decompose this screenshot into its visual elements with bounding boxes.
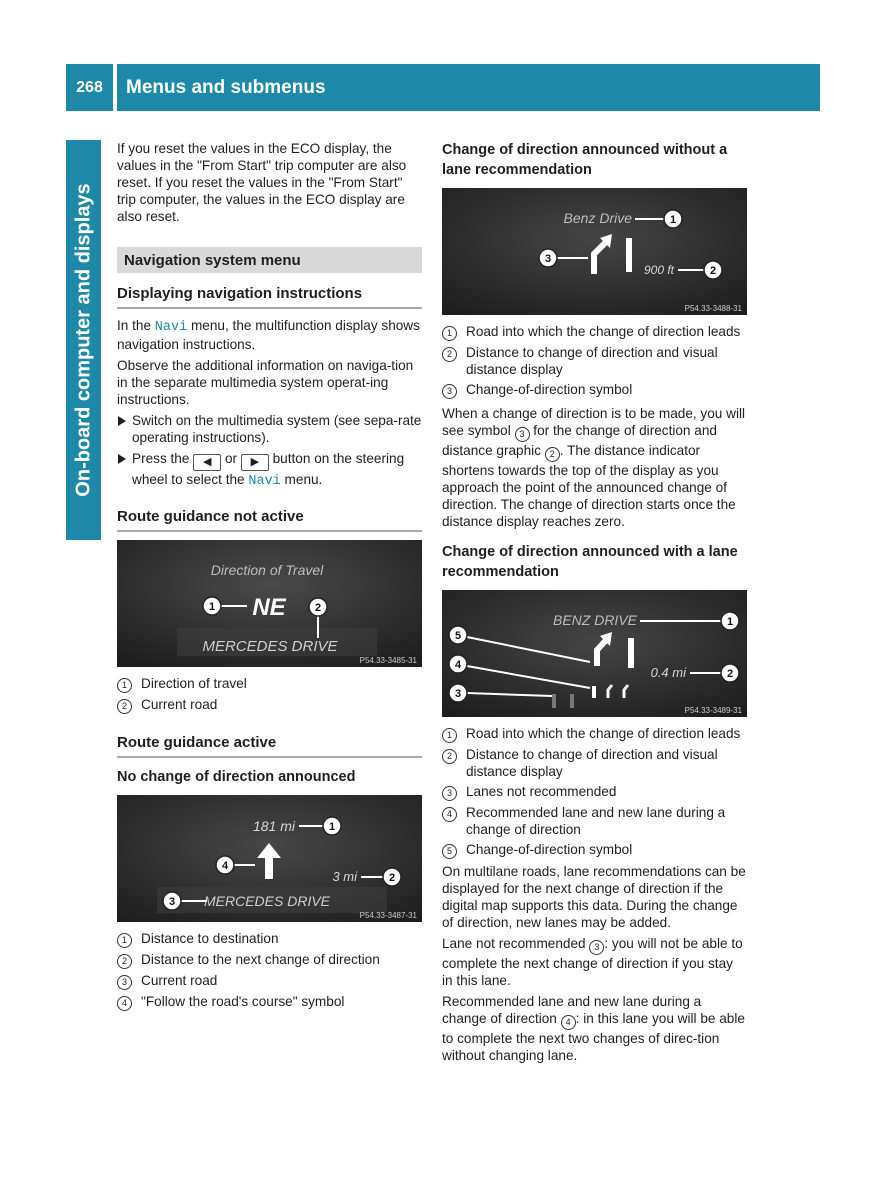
legend-text: Current road (141, 973, 218, 988)
svg-text:3: 3 (454, 688, 462, 700)
step-text: menu. (280, 472, 323, 487)
page-header (66, 64, 820, 111)
text-fragment: : you will not be able to complete the next change of direction if you stay in this lane. (442, 936, 743, 988)
inline-reference-number: 4 (561, 1015, 576, 1030)
legend-number: 1 (442, 326, 457, 341)
svg-text:2: 2 (726, 668, 734, 680)
distance-bar (628, 638, 634, 668)
display-image-with-lane (442, 590, 747, 717)
legend-number: 1 (442, 728, 457, 743)
left-column (117, 140, 422, 1014)
svg-text:2: 2 (388, 872, 396, 884)
legend-number: 1 (117, 933, 132, 948)
legend-item (117, 696, 422, 714)
text-fragment: Recommended lane and new lane during a change of direction (442, 994, 702, 1026)
lane-marker-not-recommended (552, 694, 556, 708)
text-fragment: When a change of direction is to be made, you will see symbol (442, 406, 746, 438)
display-distance-text: 0.4 mi (650, 665, 686, 680)
inline-reference-number: 3 (515, 427, 530, 442)
step-text: Switch on the multimedia system (see sepa-rate operating instructions). (132, 413, 422, 445)
navi-code: Navi (248, 474, 281, 489)
legend-item (442, 381, 747, 399)
display-destination-distance: 181 mi (252, 818, 295, 834)
image-reference-text: P54.33-3485-31 (359, 656, 417, 665)
legend-text: Distance to change of direction and visual distance display (466, 747, 718, 779)
legend-number: 3 (117, 975, 132, 990)
display-next-change-distance: 3 mi (332, 869, 357, 884)
legend-number: 2 (117, 699, 132, 714)
lane-marker-not-recommended (570, 694, 574, 708)
right-column (442, 140, 747, 1068)
text-fragment: menu, the multifunction display shows navigation instructions. (117, 318, 420, 352)
paragraph-multilane: On multilane roads, lane recommendations can be displayed for the next change of direction if the digital map supports this data. During the change of direction, new lanes may be added. (442, 864, 746, 930)
step-arrow-icon (118, 454, 126, 464)
heading-displaying-navigation: Displaying navigation instructions (117, 285, 422, 309)
legend-number: 3 (442, 786, 457, 801)
legend-text: "Follow the road's course" symbol (141, 994, 345, 1009)
legend-item (117, 930, 422, 948)
legend-text: Road into which the change of direction leads (466, 726, 741, 741)
legend-number: 2 (117, 954, 132, 969)
step-press-button (117, 450, 422, 490)
display-image-no-change (117, 795, 422, 922)
legend-text: Distance to change of direction and visual distance display (466, 345, 718, 377)
section-title-navigation: Navigation system menu (117, 247, 422, 273)
legend-active (117, 930, 422, 1011)
distance-bar (626, 238, 632, 272)
legend-not-active (117, 675, 422, 714)
svg-text:2: 2 (709, 265, 717, 277)
step-switch-on (117, 412, 422, 446)
text-fragment: : in this lane you will be able to complete the next two changes of direc-tion without changing lane. (442, 1011, 745, 1063)
svg-text:3: 3 (544, 253, 552, 265)
legend-number: 2 (442, 347, 457, 362)
display-distance-text: 900 ft (643, 263, 674, 277)
display-title-text: Direction of Travel (210, 562, 324, 578)
heading-route-guidance-not-active: Route guidance not active (117, 508, 422, 532)
legend-number: 5 (442, 844, 457, 859)
legend-with-lane (442, 725, 747, 859)
legend-number: 2 (442, 749, 457, 764)
left-arrow-key-icon: ◀ (193, 454, 221, 471)
legend-item (442, 746, 747, 780)
inline-reference-number: 2 (545, 447, 560, 462)
intro-paragraph: If you reset the values in the ECO display, the values in the "From Start" trip computer are also reset. If you reset the values in the "From Start" trip computer, the values in the ECO display are also reset. (117, 141, 407, 224)
legend-text: Change-of-direction symbol (466, 842, 633, 857)
legend-item (442, 323, 747, 341)
chapter-label: On-board computer and displays (72, 183, 94, 497)
chapter-side-tab (66, 140, 101, 540)
svg-text:1: 1 (208, 601, 216, 613)
display-direction-text: NE (252, 594, 286, 621)
svg-text:1: 1 (726, 616, 734, 628)
paragraph-lane-not-recommended (442, 935, 747, 989)
text-fragment: for the change of direction and distance graphic (442, 423, 717, 458)
text-fragment: . The distance indicator shortens towards the top of the display as you approach the point of the announced change of direction. The change of direction starts once the distance display reaches zero. (442, 443, 736, 529)
heading-route-guidance-active: Route guidance active (117, 734, 422, 758)
display-road-text: Benz Drive (563, 210, 632, 226)
inline-reference-number: 3 (589, 940, 604, 955)
page-number: 268 (66, 64, 113, 111)
legend-item (117, 675, 422, 693)
image-reference-text: P54.33-3488-31 (684, 304, 742, 313)
legend-text: Change-of-direction symbol (466, 382, 633, 397)
display-image-without-lane (442, 188, 747, 315)
legend-text: Road into which the change of direction leads (466, 324, 741, 339)
legend-item (442, 783, 747, 801)
legend-text: Recommended lane and new lane during a change of direction (466, 805, 726, 837)
paragraph-recommended-lane (442, 993, 747, 1064)
legend-text: Direction of travel (141, 676, 247, 691)
display-road-text: MERCEDES DRIVE (203, 893, 331, 909)
display-road-text: MERCEDES DRIVE (202, 638, 338, 655)
step-text: button on the steering wheel to select the (132, 451, 405, 487)
legend-item (117, 972, 422, 990)
svg-text:4: 4 (221, 860, 229, 872)
lane-marker (592, 686, 596, 698)
navi-code: Navi (154, 320, 188, 335)
legend-number: 3 (442, 384, 457, 399)
legend-item (117, 993, 422, 1011)
legend-number: 1 (117, 678, 132, 693)
svg-text:1: 1 (669, 214, 677, 226)
legend-item (442, 841, 747, 859)
svg-text:5: 5 (454, 630, 462, 642)
svg-text:3: 3 (168, 896, 176, 908)
right-arrow-key-icon: ▶ (241, 454, 269, 471)
heading-with-lane-recommendation: Change of direction announced with a lane recommendation (442, 544, 738, 580)
legend-number: 4 (117, 996, 132, 1011)
paragraph-navi-menu (117, 317, 422, 353)
display-image-direction-of-travel (117, 540, 422, 667)
paragraph-change-of-direction (442, 405, 747, 530)
legend-text: Current road (141, 697, 218, 712)
legend-text: Lanes not recommended (466, 784, 617, 799)
step-arrow-icon (118, 416, 126, 426)
heading-without-lane-recommendation: Change of direction announced without a lane recommendation (442, 142, 728, 178)
step-text: Press the (132, 451, 194, 466)
legend-text: Distance to the next change of direction (141, 952, 380, 967)
svg-text:2: 2 (314, 602, 322, 614)
legend-item (442, 804, 747, 838)
text-fragment: Lane not recommended (442, 936, 590, 951)
legend-item (117, 951, 422, 969)
legend-item (442, 344, 747, 378)
image-reference-text: P54.33-3487-31 (359, 911, 417, 920)
display-road-text: BENZ DRIVE (552, 612, 637, 628)
paragraph-observe: Observe the additional information on naviga-tion in the separate multimedia system operat-ing instructions. (117, 358, 414, 407)
page-title: Menus and submenus (117, 64, 820, 111)
text-fragment: In the (117, 318, 155, 333)
image-reference-text: P54.33-3489-31 (684, 706, 742, 715)
svg-text:4: 4 (454, 659, 462, 671)
legend-without-lane (442, 323, 747, 399)
step-text: or (221, 451, 241, 466)
legend-number: 4 (442, 807, 457, 822)
legend-text: Distance to destination (141, 931, 279, 946)
heading-no-change-of-direction: No change of direction announced (117, 769, 356, 785)
legend-item (442, 725, 747, 743)
svg-text:1: 1 (328, 821, 336, 833)
